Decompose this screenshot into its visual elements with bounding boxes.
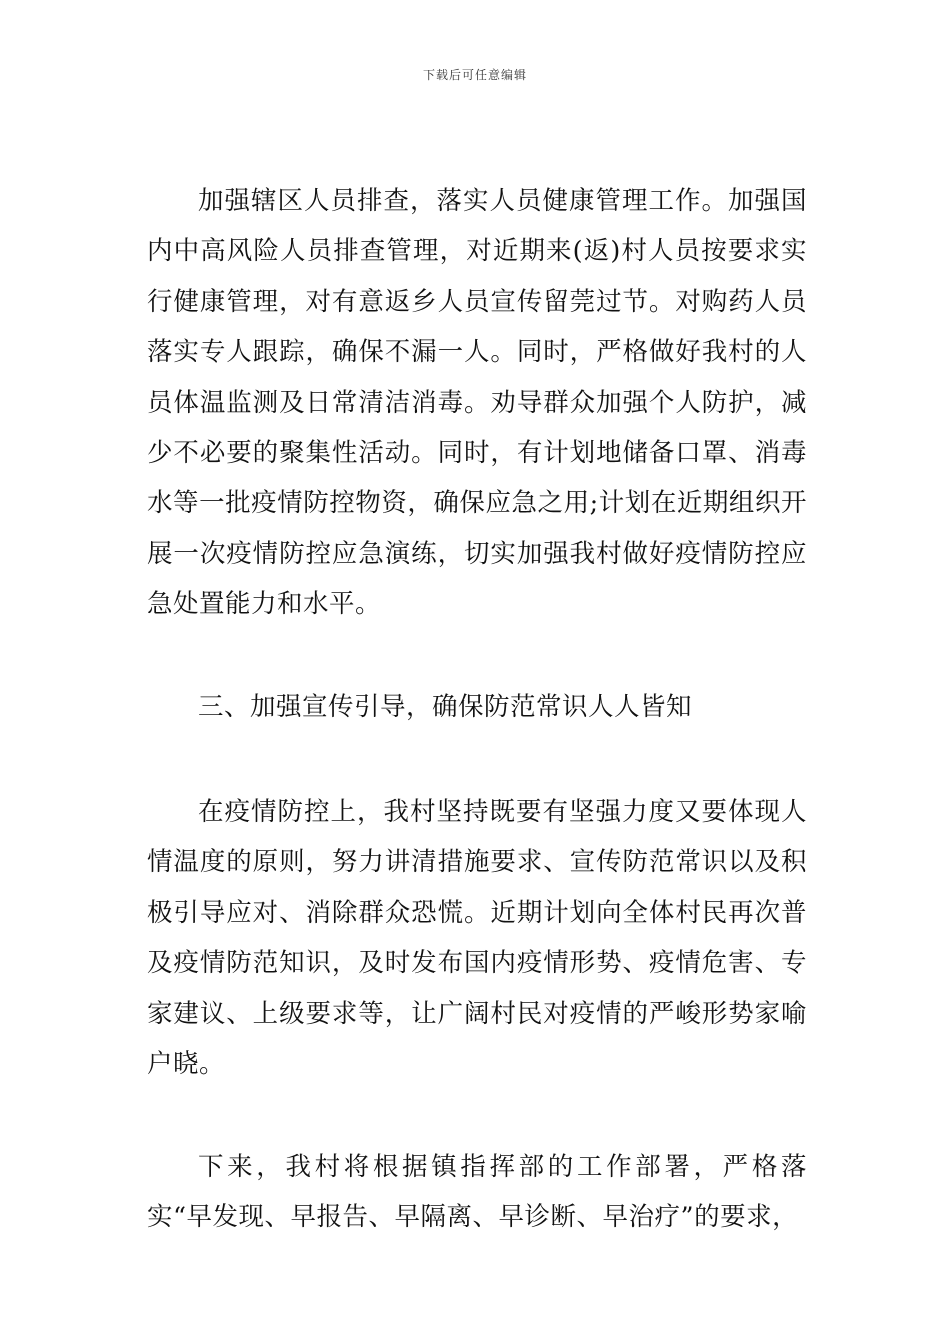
- paragraph-publicity-guidance: 在疫情防控上，我村坚持既要有坚强力度又要体现人情温度的原则，努力讲清措施要求、宣传防范常识以及积极引导应对、消除群众恐慌。近期计划向全体村民再次普及疫情防范知识，及时发布国内疫情形势、疫情危害、专家建议、上级要求等，让广阔村民对疫情的严峻形势家喻户晓。: [147, 797, 807, 1080]
- section-heading-publicity: 三、加强宣传引导，确保防范常识人人皆知: [198, 691, 693, 722]
- document-body: [147, 176, 807, 1242]
- page-header: 下载后可任意编辑: [422, 68, 527, 82]
- paragraph-next-steps: 下来，我村将根据镇指挥部的工作部署，严格落实“早发现、早报告、早隔离、早诊断、早治疗”的要求，: [147, 1151, 807, 1232]
- paragraph-health-management: 加强辖区人员排查，落实人员健康管理工作。加强国内中高风险人员排查管理，对近期来(返)村人员按要求实行健康管理，对有意返乡人员宣传留莞过节。对购药人员落实专人跟踪，确保不漏一人。同时，严格做好我村的人员体温监测及日常清洁消毒。劝导群众加强个人防护，减少不必要的聚集性活动。同时，有计划地储备口罩、消毒水等一批疫情防控物资，确保应急之用;计划在近期组织开展一次疫情防控应急演练，切实加强我村做好疫情防控应急处置能力和水平。: [147, 186, 807, 620]
